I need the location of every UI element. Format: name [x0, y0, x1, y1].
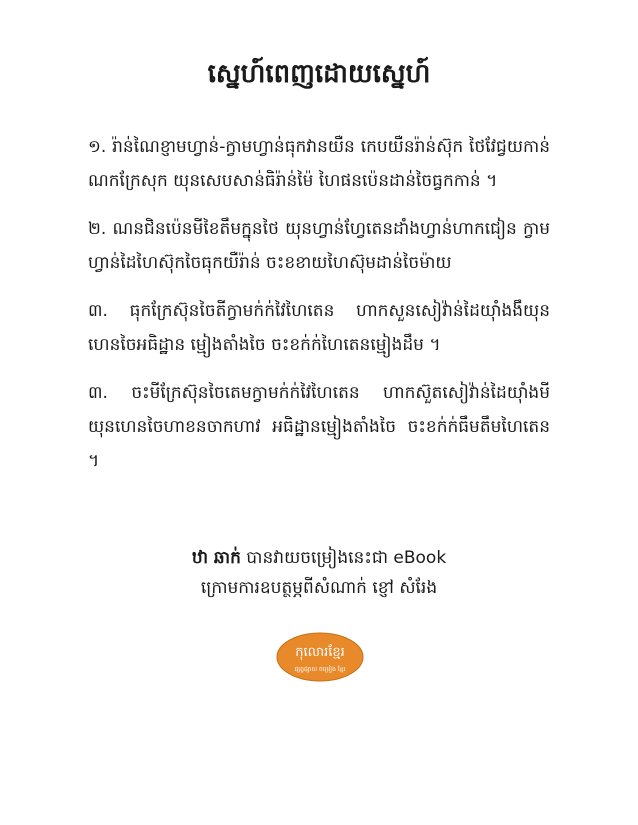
credit-line-1-text: បានវាយចម្រៀងនេះជា eBook: [240, 548, 447, 568]
credit-author: ឋា ឆាក់: [191, 548, 241, 568]
verse-3: ៣. ធុកក្រែស៊ុនចៃតីក្វាមក់ក់វៃហៃតេន ហាកសួនសៀវ៉ាន់ដៃយ៉ាំងងឹយុន ហេនចៃអធិដ្ឋាន ម្មៀងតាំងចៃ ចះខក់ក់ហៃតេនម្មៀងដឹម ។: [88, 301, 550, 355]
site-logo: [276, 632, 364, 682]
logo-text-bottom: ផ្សព្វផ្សាយ ចម្រៀង ខ្មែរ: [294, 666, 346, 673]
verse-2: ២. ណនជិនប៉េនមីខៃតឹមក្នុនថៃ យុនហ្វាន់ហ្វែតេនដាំងហ្វាន់ហាកជៀន ក្វាមហ្វាន់ដៃហៃស៊ុកចៃធុកយឺរ៉ាន់ ចះខខាយហៃស៊ុមដាន់ចៃម៉ាយ: [88, 219, 550, 273]
credit-line-1: [0, 543, 638, 573]
credit-block: [0, 543, 638, 603]
verse-list: [88, 130, 550, 492]
logo-text-top: កុលោរខ្មែរ: [295, 645, 345, 660]
verse-4: ៣. ចះមីក្រែស៊ុនចៃតេមក្វាមក់ក់វៃហៃតេន ហាកស៊ួតសៀវ៉ាន់ដៃយ៉ាំងមី យុនហេនចៃហាខនចាកហាវ អធិដ្ឋានម្មៀងតាំងចៃ ចះខក់ក់ធឹមតឹមហៃតេន ។: [88, 383, 550, 471]
credit-line-2: ក្រោមការឧបត្ថម្ភពីសំណាក់ ខ្ញៅ សំរែង: [200, 578, 438, 598]
page-title: ស្នេហ៍ពេញដោយស្នេហ៍: [207, 59, 431, 89]
verse-1: ១. រ៉ាន់ណៃខ្ញាមហ្វាន់-ក្វាមហ្វាន់ធុកវានយឺន កេបយឺនរ៉ាន់ស៊ុក ថៃវែជ្វយកាន់ ណកក្រែសុក យុនសេបសាន់ធិរ៉ាន់ម៉ៃ ហៃផនប៉េនដាន់ចៃធ្វកកាន់ ។: [88, 137, 550, 191]
